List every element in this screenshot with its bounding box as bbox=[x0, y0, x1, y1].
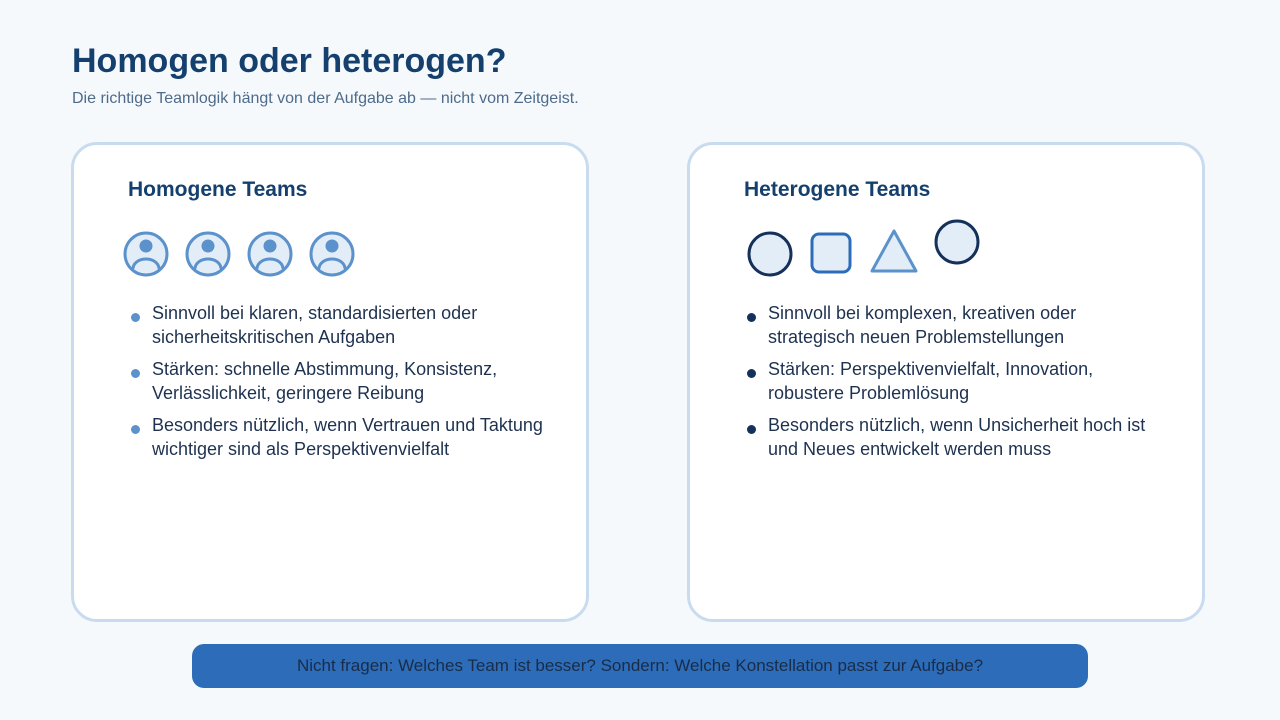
banner-text: Nicht fragen: Welches Team ist besser? Sondern: Welche Konstellation passt zur Aufgabe? bbox=[296, 656, 984, 675]
key-question-banner bbox=[192, 644, 1088, 688]
bullet-dot bbox=[131, 313, 140, 322]
bullet-dot bbox=[131, 425, 140, 434]
page-subtitle: Die richtige Teamlogik hängt von der Aufgabe ab — nicht vom Zeitgeist. bbox=[72, 90, 579, 107]
bullet-text: Stärken: Perspektivenvielfalt, Innovation, robustere Problemlösung bbox=[768, 359, 1094, 403]
circle-icon bbox=[932, 217, 982, 267]
list-item bbox=[130, 357, 550, 405]
heterogeneous-teams-title: Heterogene Teams bbox=[744, 178, 931, 201]
circle-icon bbox=[745, 229, 795, 279]
bullet-dot bbox=[747, 425, 756, 434]
person-icon bbox=[122, 230, 170, 278]
page-title: Homogen oder heterogen? bbox=[72, 42, 507, 80]
bullet-text: Sinnvoll bei klaren, standardisierten oder sicherheitskritischen Aufgaben bbox=[152, 303, 478, 347]
person-icon bbox=[308, 230, 356, 278]
list-item bbox=[746, 357, 1166, 405]
homogeneous-teams-title: Homogene Teams bbox=[128, 178, 308, 201]
bullet-text: Besonders nützlich, wenn Vertrauen und Taktung wichtiger sind als Perspektivenvielfalt bbox=[152, 415, 543, 459]
heterogeneous-bullet-list bbox=[746, 301, 1166, 469]
heterogeneous-teams-card bbox=[687, 142, 1205, 622]
rounded-square-icon bbox=[809, 231, 855, 277]
list-item bbox=[746, 413, 1166, 461]
bullet-dot bbox=[747, 369, 756, 378]
person-icon bbox=[184, 230, 232, 278]
bullet-dot bbox=[131, 369, 140, 378]
homogeneous-teams-card bbox=[71, 142, 589, 622]
list-item bbox=[746, 301, 1166, 349]
homogeneous-bullet-list bbox=[130, 301, 550, 469]
bullet-text: Stärken: schnelle Abstimmung, Konsistenz, Verlässlichkeit, geringere Reibung bbox=[152, 359, 498, 403]
homogeneous-icon-row bbox=[74, 145, 586, 285]
triangle-icon bbox=[868, 227, 920, 277]
bullet-text: Besonders nützlich, wenn Unsicherheit hoch ist und Neues entwickelt werden muss bbox=[768, 415, 1146, 459]
list-item bbox=[130, 301, 550, 349]
bullet-dot bbox=[747, 313, 756, 322]
bullet-text: Sinnvoll bei komplexen, kreativen oder strategisch neuen Problemstellungen bbox=[768, 303, 1077, 347]
person-icon bbox=[246, 230, 294, 278]
heterogeneous-icon-row bbox=[690, 145, 1202, 285]
list-item bbox=[130, 413, 550, 461]
